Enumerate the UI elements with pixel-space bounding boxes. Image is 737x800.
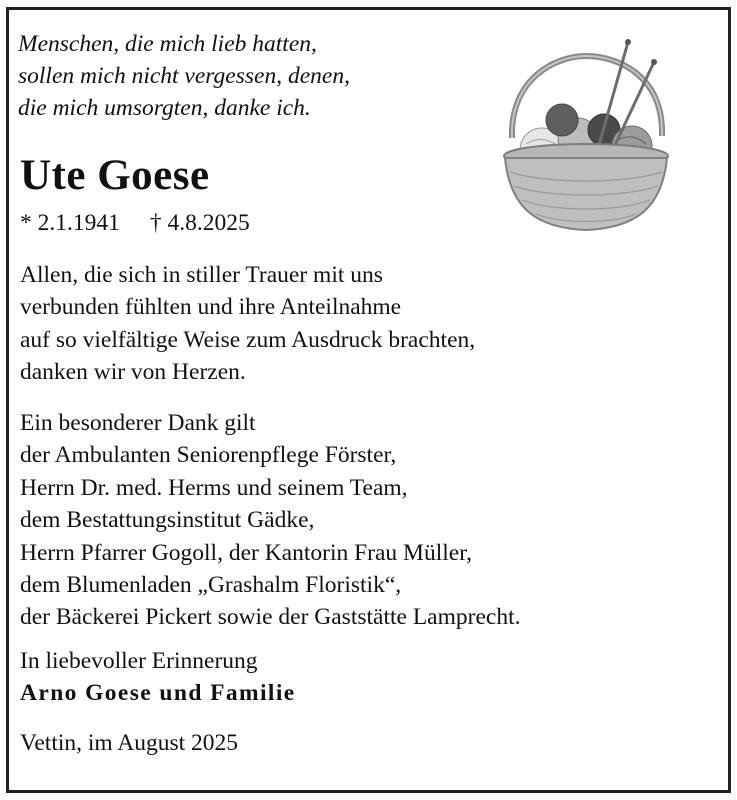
closing-block	[20, 645, 296, 710]
text-line: auf so vielfältige Weise zum Ausdruck brachten,	[20, 326, 476, 353]
text-line: der Bäckerei Pickert sowie der Gaststätte Lamprecht.	[20, 604, 521, 631]
closing-phrase: In liebevoller Erinnerung	[20, 648, 258, 674]
knitting-basket-icon	[496, 38, 676, 238]
thanks-paragraph	[20, 259, 475, 389]
life-dates	[20, 207, 250, 239]
deceased-name: Ute Goese	[20, 152, 210, 199]
quote-line: sollen mich nicht vergessen, denen,	[18, 63, 350, 89]
quote-line: Menschen, die mich lieb hatten,	[18, 31, 317, 57]
family-signature: Arno Goese und Familie	[20, 680, 296, 707]
death-date: † 4.8.2025	[149, 210, 250, 236]
text-line: der Ambulanten Seniorenpflege Förster,	[20, 442, 397, 469]
text-line: verbunden fühlten und ihre Anteilnahme	[20, 294, 402, 321]
memorial-quote	[18, 28, 350, 124]
text-line: Allen, die sich in stiller Trauer mit uns	[20, 262, 383, 288]
text-line: Herrn Pfarrer Gogoll, der Kantorin Frau Müller,	[20, 539, 472, 566]
text-line: Herrn Dr. med. Herms und seinem Team,	[20, 474, 408, 501]
place-date: Vettin, im August 2025	[20, 730, 239, 756]
special-thanks-paragraph	[20, 407, 520, 634]
text-line: danken wir von Herzen.	[20, 359, 246, 386]
text-line: Ein besonderer Dank gilt	[20, 410, 256, 436]
text-line: dem Blumenladen „Grashalm Floristik“,	[20, 572, 402, 599]
birth-date: * 2.1.1941	[20, 210, 120, 236]
quote-line: die mich umsorgten, danke ich.	[18, 95, 311, 121]
text-line: dem Bestattungsinstitut Gädke,	[20, 507, 315, 534]
